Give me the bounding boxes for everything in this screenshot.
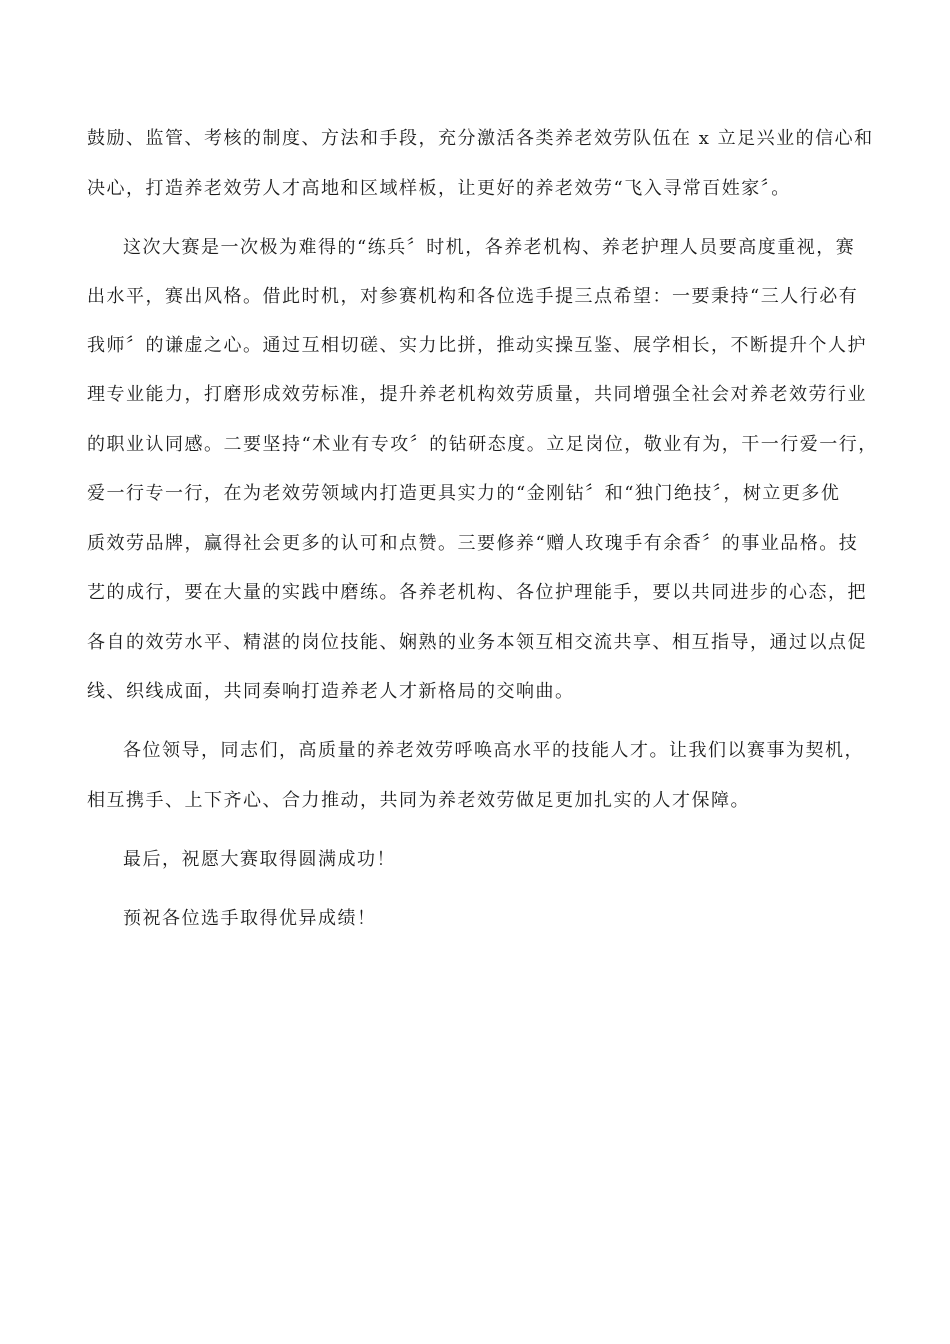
- paragraph-5-line-1: 预祝各位选手取得优异成绩！: [123, 908, 377, 929]
- paragraph-4-line-1: 最后，祝愿大赛取得圆满成功！: [123, 849, 396, 870]
- paragraph-2-line-10: 线、织线成面，共同奏响打造养老人才新格局的交响曲。: [87, 681, 575, 702]
- paragraph-2-line-7: 质效劳品牌，赢得社会更多的认可和点赞。三要修养“赠人玫瑰手有余香〞的事业品格。技: [87, 533, 859, 554]
- paragraph-2-line-5: 的职业认同感。二要坚持“术业有专攻〞的钻研态度。立足岗位，敬业有为，干一行爱一行，: [87, 434, 878, 455]
- paragraph-1-line-2: 决心，打造养老效劳人才高地和区域样板，让更好的养老效劳“飞入寻常百姓家〞。: [87, 178, 791, 199]
- paragraph-2-line-3: 我师〞的谦虚之心。通过互相切磋、实力比拼，推动实操互鉴、展学相长，不断提升个人护: [87, 335, 867, 356]
- paragraph-2-line-4: 理专业能力，打磨形成效劳标准，提升养老机构效劳质量，共同增强全社会对养老效劳行业: [87, 384, 867, 405]
- paragraph-2-line-9: 各自的效劳水平、精湛的岗位技能、娴熟的业务本领互相交流共享、相互指导，通过以点促: [87, 632, 867, 653]
- paragraph-2-line-2: 出水平，赛出风格。借此时机，对参赛机构和各位选手提三点希望：一要秉持“三人行必有: [87, 286, 859, 307]
- paragraph-3-line-2: 相互携手、上下齐心、合力推动，共同为养老效劳做足更加扎实的人才保障。: [87, 790, 750, 811]
- paragraph-3-line-1: 各位领导，同志们，高质量的养老效劳呼唤高水平的技能人才。让我们以赛事为契机，: [123, 740, 864, 761]
- paragraph-1-line-1: 鼓励、监管、考核的制度、方法和手段，充分激活各类养老效劳队伍在 x 立足兴业的信心和: [87, 128, 874, 149]
- paragraph-2-line-8: 艺的成行，要在大量的实践中磨练。各养老机构、各位护理能手，要以共同进步的心态，把: [87, 582, 867, 603]
- paragraph-2-line-6: 爱一行专一行，在为老效劳领域内打造更具实力的“金刚钻〞和“独门绝技〞，树立更多优: [87, 483, 841, 504]
- paragraph-2-line-1: 这次大赛是一次极为难得的“练兵〞时机，各养老机构、养老护理人员要高度重视，赛: [123, 237, 856, 258]
